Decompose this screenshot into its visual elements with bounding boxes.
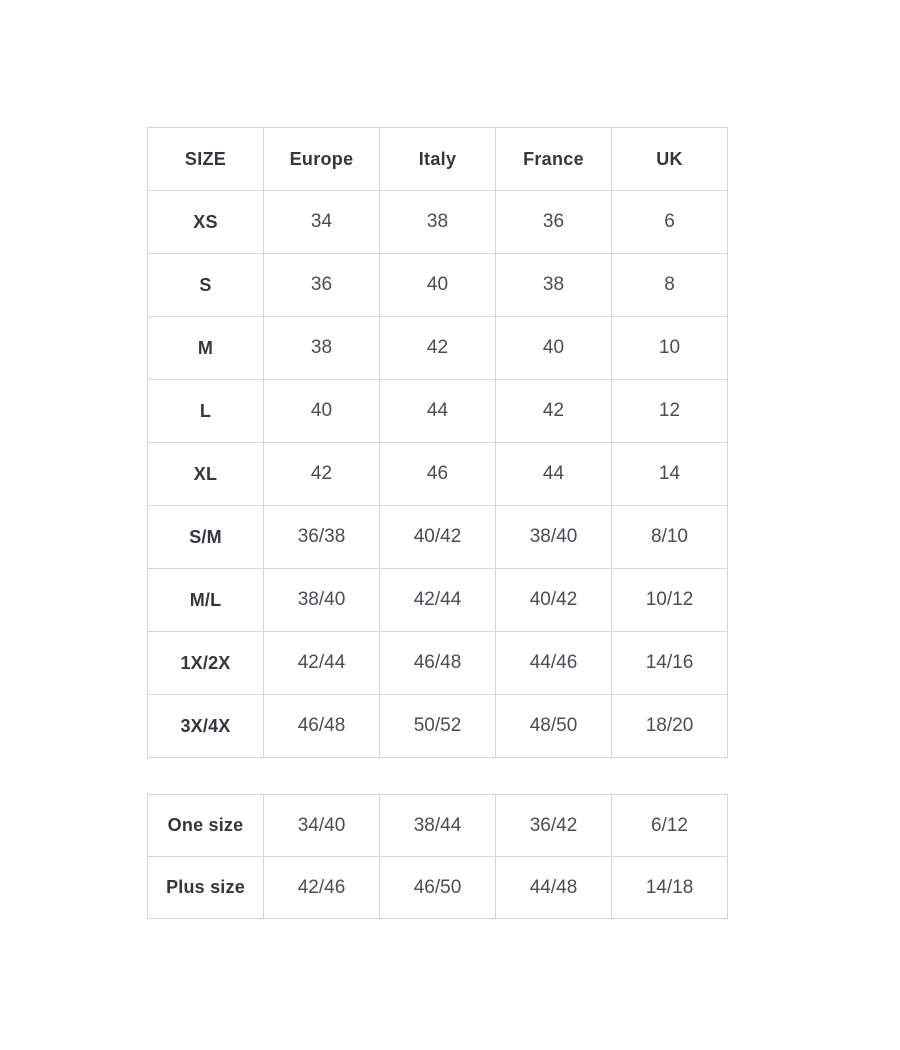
value-cell: 34	[264, 191, 380, 254]
table-row-s	[148, 254, 728, 317]
value-cell: 38/44	[380, 795, 496, 857]
header-cell-size: SIZE	[148, 128, 264, 191]
value-cell: 48/50	[496, 695, 612, 758]
value-cell: 38/40	[264, 569, 380, 632]
table-row-l	[148, 380, 728, 443]
header-cell-italy: Italy	[380, 128, 496, 191]
value-cell: 8/10	[612, 506, 728, 569]
table-row-sm	[148, 506, 728, 569]
size-label-cell: 1X/2X	[148, 632, 264, 695]
value-cell: 44/46	[496, 632, 612, 695]
value-cell: 42	[380, 317, 496, 380]
value-cell: 36/42	[496, 795, 612, 857]
value-cell: 38	[380, 191, 496, 254]
value-cell: 46	[380, 443, 496, 506]
size-label-cell: S	[148, 254, 264, 317]
value-cell: 18/20	[612, 695, 728, 758]
size-label-cell: M/L	[148, 569, 264, 632]
size-label-cell: XL	[148, 443, 264, 506]
value-cell: 50/52	[380, 695, 496, 758]
table-row-ml	[148, 569, 728, 632]
table-row-3x4x	[148, 695, 728, 758]
value-cell: 42/46	[264, 857, 380, 919]
size-label-cell: XS	[148, 191, 264, 254]
value-cell: 34/40	[264, 795, 380, 857]
table-row-one-size	[148, 795, 728, 857]
value-cell: 40	[264, 380, 380, 443]
table-row-plus-size	[148, 857, 728, 919]
size-label-cell: 3X/4X	[148, 695, 264, 758]
value-cell: 38	[264, 317, 380, 380]
value-cell: 38	[496, 254, 612, 317]
table-row-1x2x	[148, 632, 728, 695]
table-row-xs	[148, 191, 728, 254]
value-cell: 46/48	[264, 695, 380, 758]
header-row	[148, 128, 728, 191]
value-cell: 6/12	[612, 795, 728, 857]
value-cell: 14	[612, 443, 728, 506]
value-cell: 44	[496, 443, 612, 506]
header-cell-uk: UK	[612, 128, 728, 191]
value-cell: 36	[496, 191, 612, 254]
size-conversion-chart	[147, 127, 728, 919]
size-chart-main-table	[147, 127, 728, 758]
table-row-m	[148, 317, 728, 380]
table-row-xl	[148, 443, 728, 506]
value-cell: 46/50	[380, 857, 496, 919]
value-cell: 42/44	[264, 632, 380, 695]
size-label-cell: L	[148, 380, 264, 443]
value-cell: 36/38	[264, 506, 380, 569]
value-cell: 6	[612, 191, 728, 254]
value-cell: 40/42	[496, 569, 612, 632]
value-cell: 46/48	[380, 632, 496, 695]
value-cell: 36	[264, 254, 380, 317]
value-cell: 10/12	[612, 569, 728, 632]
value-cell: 40/42	[380, 506, 496, 569]
header-cell-france: France	[496, 128, 612, 191]
value-cell: 44/48	[496, 857, 612, 919]
header-cell-europe: Europe	[264, 128, 380, 191]
value-cell: 14/18	[612, 857, 728, 919]
size-label-cell: M	[148, 317, 264, 380]
size-chart-secondary-table	[147, 794, 728, 919]
value-cell: 44	[380, 380, 496, 443]
value-cell: 42	[496, 380, 612, 443]
value-cell: 38/40	[496, 506, 612, 569]
size-label-cell: One size	[148, 795, 264, 857]
value-cell: 40	[380, 254, 496, 317]
value-cell: 42/44	[380, 569, 496, 632]
size-label-cell: S/M	[148, 506, 264, 569]
size-label-cell: Plus size	[148, 857, 264, 919]
value-cell: 12	[612, 380, 728, 443]
value-cell: 8	[612, 254, 728, 317]
value-cell: 14/16	[612, 632, 728, 695]
value-cell: 10	[612, 317, 728, 380]
value-cell: 40	[496, 317, 612, 380]
value-cell: 42	[264, 443, 380, 506]
